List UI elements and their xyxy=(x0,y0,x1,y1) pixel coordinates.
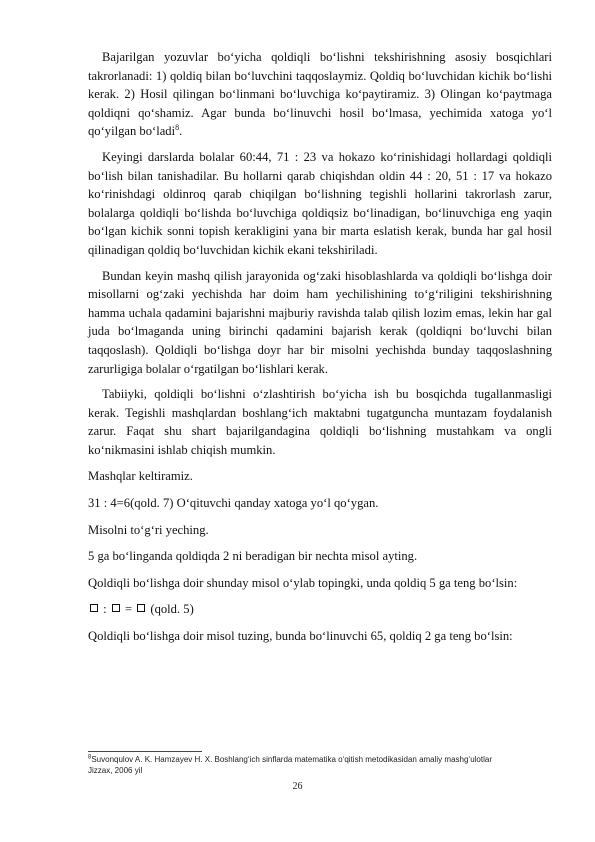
exercise-item: 5 ga bo‘linganda qoldiqda 2 ni beradigan bir nechta misol ayting. xyxy=(88,549,418,564)
paragraph-checking-steps xyxy=(88,48,552,141)
exercise-item: Qoldiqli bo‘lishga doir misol tuzing, bunda bo‘linuvchi 65, qoldiq 2 ga teng bo‘lsin: xyxy=(88,629,513,644)
page-number: 26 xyxy=(292,781,303,792)
paragraph-end: . xyxy=(179,124,183,139)
page-body xyxy=(88,48,552,646)
footnote-text: Suvonqulov A. K. Hamzayev H. X. Boshlang‘ich sinflarda matematika o‘qitish metodikasidan amaliy mashg‘ulotlar xyxy=(91,755,492,764)
footnote xyxy=(88,754,558,776)
exercises-heading: Mashqlar keltiramiz. xyxy=(88,469,193,484)
footnote-line xyxy=(88,754,558,765)
exercise-item: Misolni to‘g‘ri yeching. xyxy=(88,522,209,537)
footnote-marker: 8 xyxy=(88,754,92,761)
empty-square-icon xyxy=(112,604,120,612)
colon-sign: : xyxy=(103,602,107,617)
exercise-blank-equation xyxy=(88,600,552,619)
footnote-line: Jizzax, 2006 yil xyxy=(88,766,143,775)
paragraph-next-lessons: Keyingi darslarda bolalar 60:44, 71 : 23 va hokazo ko‘rinishidagi hollardagi qoldiqli bo‘lish bilan tanishadilar. Bu hollarni qarab chiqishdan oldin 44 : 20, 51 : 17 va hokazo ko‘rinishdagi oldinroq qarab chiqilgan bo‘lishning tegishli hollarini takrorlash zarur, bolalarga qoldiqli bo‘lishda bo‘luvchiga qoldiqsiz bo‘linadigan, bo‘linuvchiga eng yaqin bo‘lgan kichik sonni topish kerakligini yana bir marta eslatish kerak, bunda har gal hosil qilinadigan qoldiq bo‘luvchidan kichik ekani tekshiriladi. xyxy=(88,149,552,257)
paragraph-consolidation: Tabiiyki, qoldiqli bo‘lishni o‘zlashtirish bo‘yicha ish bu bosqichda tugallanmasligi kerak. Tegishli mashqlardan boshlang‘ich maktabni tugatguncha muntazam foydalanish zarur. Faqat shu shart bajarilgandagina qoldiqli bo‘lishning mustahkam va ongli ko‘nikmasini ishlab chiqish mumkin. xyxy=(88,387,552,457)
footnote-divider xyxy=(88,751,202,752)
exercise-item: Qoldiqli bo‘lishga doir shunday misol o‘ylab topingki, unda qoldiq 5 ga teng bo‘lsin: xyxy=(88,575,518,590)
paragraph-text: Bajarilgan yozuvlar bo‘yicha qoldiqli bo‘lishni tekshirishning asosiy bosqichlari takrorlanadi: 1) qoldiq bilan bo‘luvchini taqqoslaymiz. Qoldiq bo‘luvchidan kichik bo‘lishi kerak. 2) Hosil qilingan bo‘linmani bo‘luvchiga ko‘paytiramiz. 3) Olingan ko‘paytmaga qoldiqni qo‘shamiz. Agar bunda bo‘linuvchi hosil bo‘lmasa, yechimida xatoga yo‘l qo‘yilgan bo‘ladi xyxy=(88,50,552,139)
exercise-item: 31 : 4=6(qold. 7) O‘qituvchi qanday xatoga yo‘l qo‘ygan. xyxy=(88,496,379,511)
equals-sign: = xyxy=(124,602,133,617)
empty-square-icon xyxy=(137,604,145,612)
remainder-note: (qold. 5) xyxy=(150,602,194,617)
empty-square-icon xyxy=(90,604,98,612)
footnote-ref: 8 xyxy=(175,123,180,133)
paragraph-practice: Bundan keyin mashq qilish jarayonida og‘zaki hisoblashlarda va qoldiqli bo‘lishga doir misollarni og‘zaki yechishda har doim ham yechilishining to‘g‘riligini tekshirishning hamma uchala qadamini bajarishni majburiy ravishda talab qilish lozim emas, lekin har gal juda bo‘lmaganda uning birinchi qadamini bajarish kerak (qoldiqni bo‘luvchi bilan taqqoslash). Qoldiqli bo‘lishga doyr har bir misolni yechishda bunday taqqoslashning zarurligiga bolalar o‘rgatilgan bo‘lishlari kerak. xyxy=(88,268,552,376)
